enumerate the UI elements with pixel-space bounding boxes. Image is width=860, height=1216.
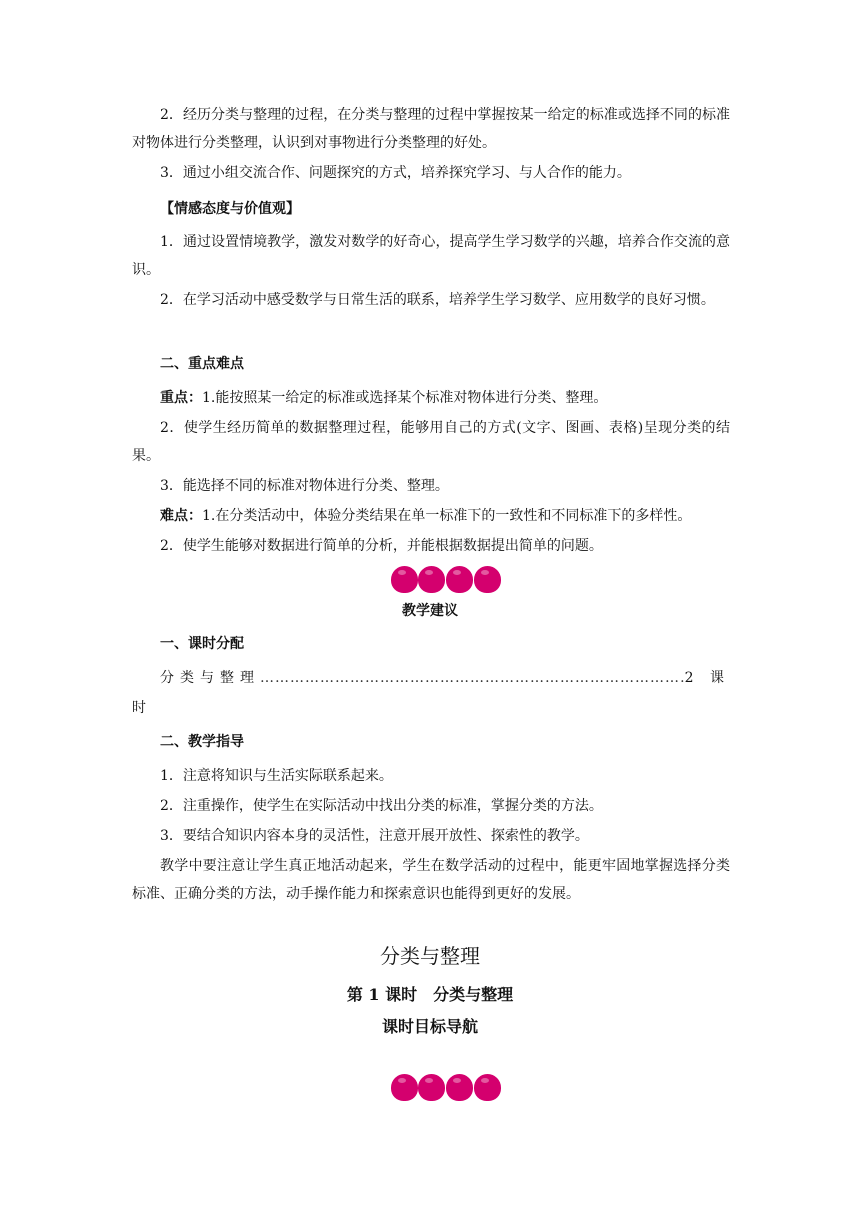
hours-item-name: 分类与整理 bbox=[160, 670, 260, 686]
decorative-dots-2 bbox=[391, 1074, 501, 1102]
key-item-2: 2．使学生经历简单的数据整理过程，能够用自己的方式(文字、图画、表格)呈现分类的结果。 bbox=[132, 420, 730, 464]
guidance-heading: 二、教学指导 bbox=[160, 734, 244, 750]
hours-section bbox=[132, 630, 730, 658]
key-item-3: 3．能选择不同的标准对物体进行分类、整理。 bbox=[160, 478, 449, 494]
difficulty-item-1 bbox=[132, 502, 730, 530]
key-item-1 bbox=[132, 384, 730, 412]
emotion-section bbox=[132, 195, 730, 223]
unit-title: 分类与整理 bbox=[380, 944, 480, 968]
key-points-section bbox=[132, 350, 730, 378]
suggestions-title: 教学建议 bbox=[402, 603, 458, 619]
objectives-process-block bbox=[132, 101, 730, 187]
guide-summary: 教学中要注意让学生真正地活动起来，学生在数学活动的过程中，能更牢固地掌握选择分类标准、正确分类的方法，动手操作能力和探索意识也能得到更好的发展。 bbox=[132, 858, 730, 902]
dot-icon bbox=[446, 566, 473, 593]
lesson-title: 第 1 课时 分类与整理 bbox=[346, 985, 514, 1004]
hours-item bbox=[132, 664, 730, 722]
guide-item-2: 2．注重操作，使学生在实际活动中找出分类的标准，掌握分类的方法。 bbox=[160, 798, 603, 814]
guide-item-1: 1．注意将知识与生活实际联系起来。 bbox=[160, 768, 393, 784]
dot-icon bbox=[474, 1074, 501, 1101]
dot-icon bbox=[418, 1074, 445, 1101]
difficulty-item-2: 2．使学生能够对数据进行简单的分析，并能根据数据提出简单的问题。 bbox=[160, 538, 603, 554]
emotion-items bbox=[132, 228, 730, 314]
emotion-item-2: 2．在学习活动中感受数学与日常生活的联系，培养学生学习数学、应用数学的良好习惯。 bbox=[160, 292, 715, 308]
dot-icon bbox=[391, 1074, 418, 1101]
emotion-item-1: 1．通过设置情境教学，激发对数学的好奇心，提高学生学习数学的兴趣，培养合作交流的意识。 bbox=[132, 234, 730, 278]
emotion-heading: 【情感态度与价值观】 bbox=[160, 201, 300, 217]
guidance-items bbox=[132, 762, 730, 908]
guide-item-3: 3．要结合知识内容本身的灵活性，注意开展开放性、探索性的教学。 bbox=[160, 828, 589, 844]
key-item-1-text: 1.能按照某一给定的标准或选择某个标准对物体进行分类、整理。 bbox=[202, 390, 608, 406]
dot-icon bbox=[474, 566, 501, 593]
difficulty-label: 难点： bbox=[160, 508, 202, 524]
objective-item-3: 3．通过小组交流合作、问题探究的方式，培养探究学习、与人合作的能力。 bbox=[160, 165, 631, 181]
key-points-heading: 二、重点难点 bbox=[160, 356, 244, 372]
hours-item-value: 2 课 bbox=[684, 670, 730, 686]
dot-icon bbox=[446, 1074, 473, 1101]
key-label: 重点： bbox=[160, 390, 202, 406]
key-points-items bbox=[132, 384, 730, 560]
decorative-dots-1 bbox=[391, 566, 501, 594]
nav-title: 课时目标导航 bbox=[381, 1017, 478, 1036]
difficulty-item-1-text: 1.在分类活动中，体验分类结果在单一标准下的一致性和不同标准下的多样性。 bbox=[202, 508, 692, 524]
guidance-section bbox=[132, 728, 730, 756]
dot-leader bbox=[260, 664, 685, 692]
objective-item-2: 2．经历分类与整理的过程，在分类与整理的过程中掌握按某一给定的标准或选择不同的标准对物体进行分类整理，认识到对事物进行分类整理的好处。 bbox=[132, 107, 730, 151]
hours-item-wrap: 时 bbox=[132, 700, 146, 716]
dot-icon bbox=[418, 566, 445, 593]
hours-toc-row bbox=[132, 664, 730, 692]
dot-icon bbox=[391, 566, 418, 593]
hours-heading: 一、课时分配 bbox=[160, 636, 244, 652]
